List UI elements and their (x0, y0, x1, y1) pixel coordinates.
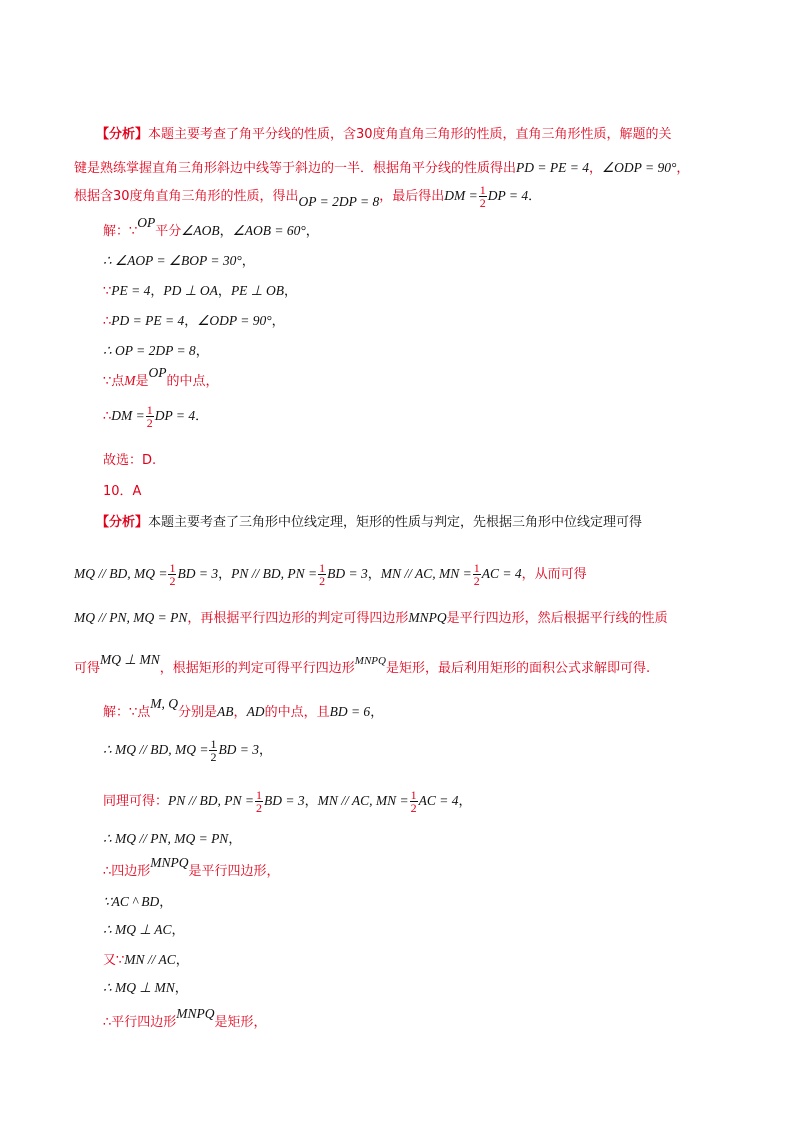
math-expression: ∠ODP = 90° (602, 160, 677, 175)
analysis-line-2: 键是熟练掌握直角三角形斜边中线等于斜边的一半．根据角平分线的性质得出PD = PE = 4，∠ODP = 90°， (74, 160, 690, 176)
solution1-line-6: ∵点M是OP的中点， (103, 365, 219, 389)
solution2-line-7: ∴ MQ ⊥ AC， (103, 922, 185, 938)
math-expression: OP = 2DP = 8 (298, 194, 380, 209)
solution2-line-10: ∴平行四边形MNPQ是矩形， (103, 1006, 267, 1030)
solution2-line-8: 又∵MN // AC， (103, 952, 189, 968)
solution1-line-3: ∵PE = 4，PD ⊥ OA，PE ⊥ OB， (103, 283, 297, 299)
solution2-line-2: ∴ MQ // BD, MQ = $\frac{1}{2}$ BD = 3， (103, 737, 273, 764)
solution1-line-4: ∴PD = PE = 4，∠ODP = 90°， (103, 313, 285, 329)
q10-analysis-line-1: 【分析】本题主要考查了三角形中位线定理，矩形的性质与判定，先根据三角形中位线定理可得 (96, 515, 643, 530)
fraction: $\frac{1}{2}$ (146, 403, 153, 430)
fraction: $\frac{1}{2}$ (479, 183, 486, 210)
analysis-text: 本题主要考查了角平分线的性质，含30度角直角三角形的性质，直角三角形性质，解题的关 (148, 127, 672, 142)
analysis-line-1 (96, 125, 672, 145)
solution2-line-3: 同理可得：PN // BD, PN = $\frac{1}{2}$ BD = 3，MN // AC, MN = $\frac{1}{2}$ AC = 4， (103, 788, 472, 815)
analysis-text: 根据含30度角直角三角形的性质，得出 (74, 189, 299, 204)
q10-analysis-line-3: MQ // PN, MQ = PN，再根据平行四边形的判定可得四边形MNPQ是平行四边形，然后根据平行线的性质 (74, 610, 668, 626)
answer-line: 故选：D. (103, 453, 157, 468)
analysis-line-3: 根据含30度角直角三角形的性质，得出OP = 2DP = 8，最后得出DM = $\frac{1}{2}$ DP = 4． (74, 183, 542, 210)
solution2-line-5: ∴四边形MNPQ是平行四边形， (103, 855, 280, 879)
solution2-line-4: ∴ MQ // PN, MQ = PN， (103, 831, 242, 847)
analysis-label: 【分析】 (96, 127, 149, 142)
solution2-line-6: ∵AC ^ BD， (103, 894, 173, 910)
math-expression: DM = (444, 188, 478, 203)
q10-analysis-line-2: MQ // BD, MQ = $\frac{1}{2}$ BD = 3，PN // BD, PN = $\frac{1}{2}$ BD = 3，MN // AC, MN = $\frac{1}{2}$ AC = 4，从而可得 (74, 561, 587, 588)
question-number: 10．A (103, 484, 142, 499)
solution1-line-7: ∴DM = $\frac{1}{2}$ DP = 4． (103, 403, 209, 430)
math-expression: PD = PE = 4 (516, 160, 589, 175)
solution2-line-1: 解：∵点M, Q分别是AB，AD的中点，且BD = 6， (103, 696, 384, 720)
analysis-text: 键是熟练掌握直角三角形斜边中线等于斜边的一半．根据角平分线的性质得出 (74, 161, 517, 176)
solution1-line-1: 解：∵OP平分∠AOB，∠AOB = 60°， (103, 215, 319, 239)
solution2-line-9: ∴ MQ ⊥ MN， (103, 980, 188, 996)
solution1-line-5: ∴ OP = 2DP = 8， (103, 343, 209, 359)
analysis-text: ，最后得出 (379, 189, 445, 204)
math-expression: DP = 4 (487, 188, 529, 203)
solution1-line-2: ∴ ∠AOP = ∠BOP = 30°， (103, 253, 255, 269)
q10-analysis-line-4: 可得MQ ⊥ MN，根据矩形的判定可得平行四边形$^{MNPQ}$是矩形，最后利用矩形的面积公式求解即可得. (74, 652, 651, 676)
